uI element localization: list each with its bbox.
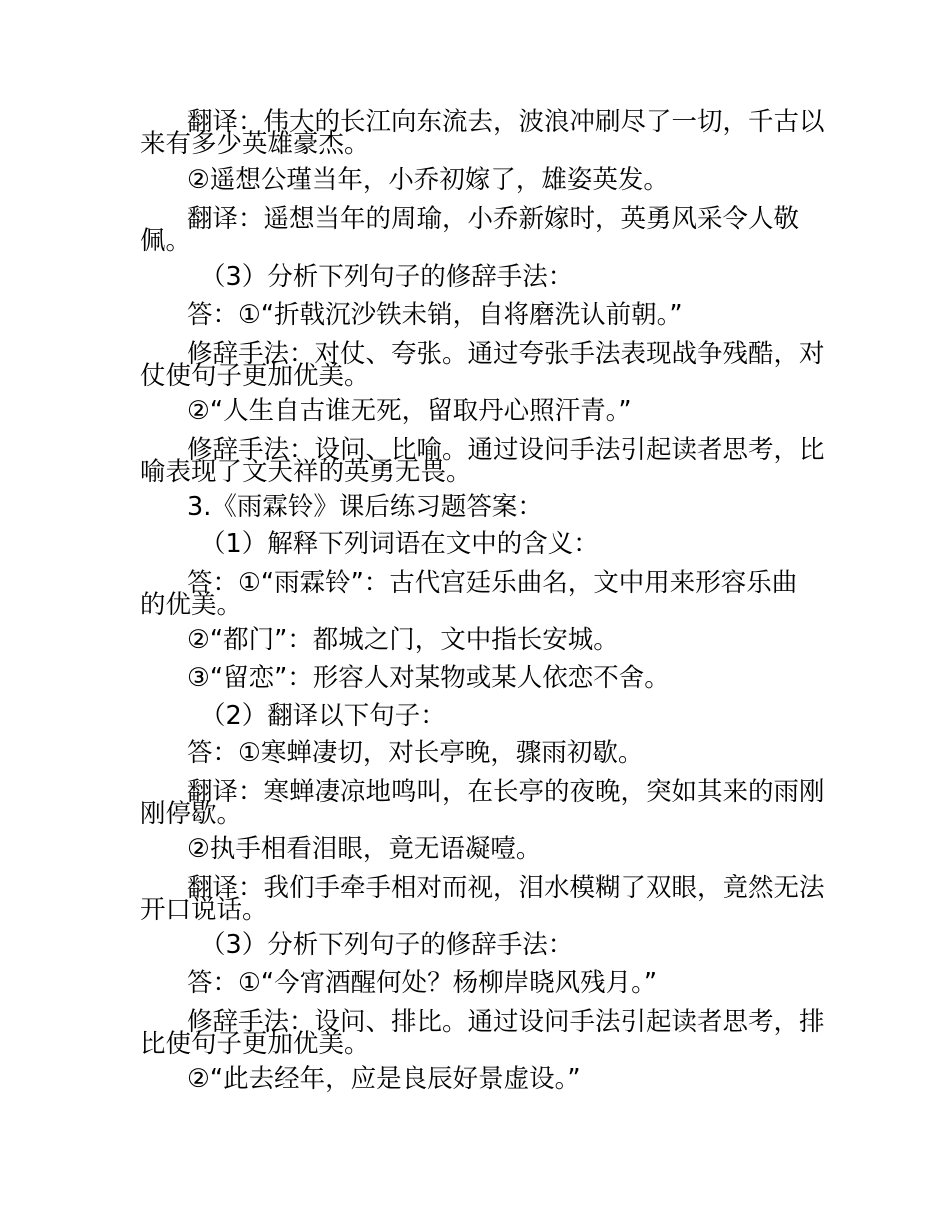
text-line: ②“人生自古谁无死，留取丹心照汗青。”: [187, 396, 632, 426]
text-line: ②“此去经年，应是良辰好景虚设。”: [187, 1064, 581, 1094]
text-line: （2）翻译以下句子：: [200, 701, 446, 731]
text-line: 修辞手法：设问、比喻。通过设问手法引起读者思考，比: [187, 435, 825, 465]
text-line: 刚停歇。: [140, 799, 243, 829]
text-line: （3）分析下列句子的修辞手法：: [200, 930, 574, 960]
text-line: 答：①“折戟沉沙铁未销，自将磨洗认前朝。”: [187, 300, 683, 330]
text-line: （1）解释下列词语在文中的含义：: [200, 529, 599, 559]
text-line: ②执手相看泪眼，竟无语凝噎。: [187, 834, 542, 864]
text-line: （3）分析下列句子的修辞手法：: [200, 262, 574, 292]
text-line: 喻表现了文天祥的英勇无畏。: [140, 457, 472, 487]
text-line: 来有多少英雄豪杰。: [140, 129, 370, 159]
text-line: 开口说话。: [140, 895, 268, 925]
text-line: 答：①“雨霖铃”：古代宫廷乐曲名，文中用来形容乐曲: [187, 568, 798, 598]
section-heading: 3.《雨霖铃》课后练习题答案：: [187, 492, 543, 522]
text-line: 佩。: [140, 226, 192, 256]
text-line: 翻译：寒蝉凄凉地鸣叫，在长亭的夜晚，突如其来的雨刚: [187, 777, 825, 807]
text-line: 修辞手法：设问、排比。通过设问手法引起读者思考，排: [187, 1007, 825, 1037]
text-line: 答：①寒蝉凄切，对长亭晚，骤雨初歇。: [187, 738, 644, 768]
text-line: 比使句子更加优美。: [140, 1029, 370, 1059]
text-line: 翻译：我们手牵手相对而视，泪水模糊了双眼，竟然无法: [187, 873, 825, 903]
text-line: 答：①“今宵酒醒何处？杨柳岸晓风残月。”: [187, 968, 658, 998]
text-line: 翻译：遥想当年的周瑜，小乔新嫁时，英勇风采令人敬: [187, 204, 800, 234]
text-line: ②“都门”：都城之门，文中指长安城。: [187, 625, 619, 655]
text-line: 仗使句子更加优美。: [140, 361, 370, 391]
text-line: 修辞手法：对仗、夸张。通过夸张手法表现战争残酷，对: [187, 339, 825, 369]
text-line: 翻译：伟大的长江向东流去，波浪冲刷尽了一切，千古以: [187, 107, 825, 137]
text-line: 的优美。: [140, 590, 243, 620]
text-line: ②遥想公瑾当年，小乔初嫁了，雄姿英发。: [187, 165, 669, 195]
text-line: ③“留恋”：形容人对某物或某人依恋不舍。: [187, 663, 670, 693]
